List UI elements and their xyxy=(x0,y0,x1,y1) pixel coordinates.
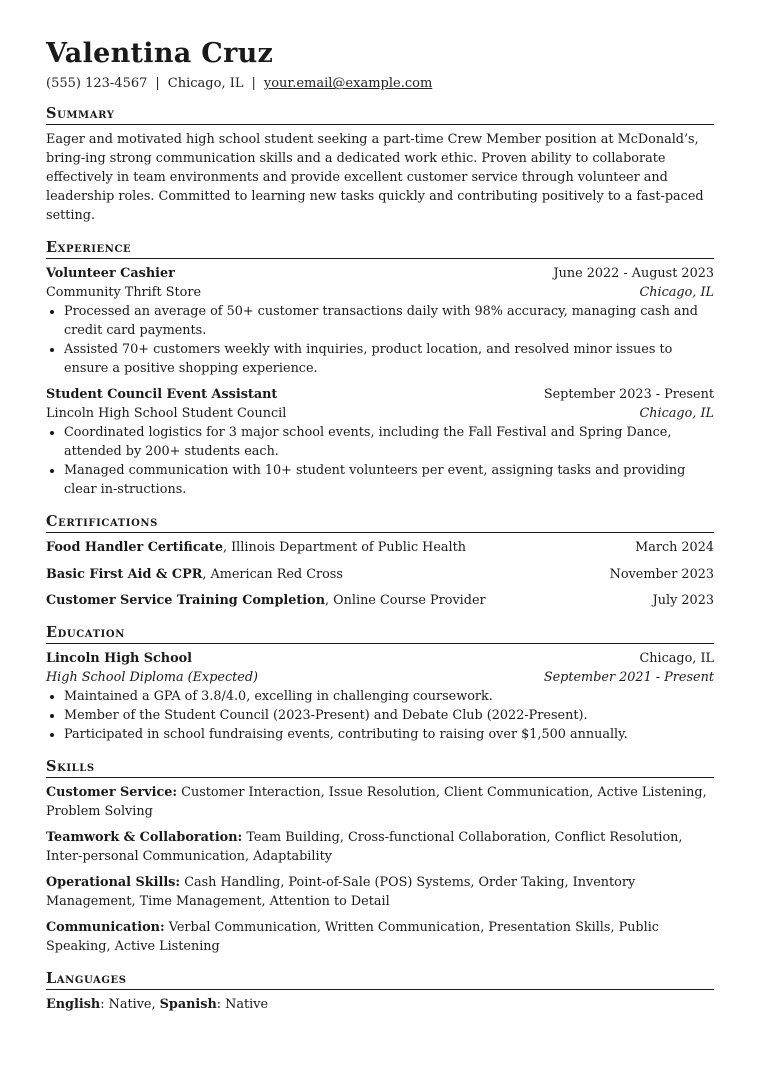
candidate-name: Valentina Cruz xyxy=(46,38,274,69)
email-link[interactable]: your.email@example.com xyxy=(263,76,433,92)
certification-issuer: , Illinois Department of Public Health xyxy=(222,540,467,556)
experience-section xyxy=(46,239,714,499)
skill-label: Customer Service: xyxy=(46,785,178,801)
certification-name: Food Handler Certificate xyxy=(46,540,223,556)
language-name: English xyxy=(46,997,101,1013)
skill-line xyxy=(46,828,714,866)
skill-text: Cash Handling, Point-of-Sale (POS) Systems, Order Taking, Inventory Management, Time Management, Attention to Detail xyxy=(46,875,636,910)
education-dates: September 2021 - Present xyxy=(543,670,714,686)
skill-line xyxy=(46,783,714,821)
education-bullets xyxy=(46,687,714,744)
certification-date: July 2023 xyxy=(652,593,714,609)
job-entry xyxy=(46,264,714,378)
certification-name: Customer Service Training Completion xyxy=(46,593,326,609)
skill-label: Teamwork & Collaboration: xyxy=(46,830,243,846)
skill-text: Team Building, Cross-functional Collaboration, Conflict Resolution, Inter-personal Communication, Adaptability xyxy=(46,830,683,865)
skill-label: Operational Skills: xyxy=(46,875,181,891)
section-title: Education xyxy=(46,624,714,644)
certification-date: March 2024 xyxy=(635,540,714,556)
list-item: • Processed an average of 50+ customer transactions daily with 98% accuracy, managing cash and credit card payments. xyxy=(64,302,714,340)
separator: | xyxy=(155,76,160,92)
skill-line xyxy=(46,873,714,911)
certifications-section xyxy=(46,513,714,610)
school-location: Chicago, IL xyxy=(639,651,714,667)
job-bullets xyxy=(46,423,714,499)
languages-section xyxy=(46,970,714,1014)
job-dates: September 2023 - Present xyxy=(543,387,714,403)
summary-section xyxy=(46,105,714,225)
location: Chicago, IL xyxy=(167,76,244,92)
skill-line xyxy=(46,918,714,956)
job-org: Community Thrift Store xyxy=(46,285,202,301)
job-location: Chicago, IL xyxy=(639,406,714,422)
school-name: Lincoln High School xyxy=(46,651,193,667)
section-title: Certifications xyxy=(46,513,714,533)
certification-name: Basic First Aid & CPR xyxy=(46,566,203,582)
language-name: Spanish xyxy=(159,997,217,1013)
certification-row xyxy=(46,538,714,557)
certification-row xyxy=(46,565,714,584)
section-title: Summary xyxy=(46,105,714,125)
certification-issuer: , American Red Cross xyxy=(202,566,343,582)
job-dates: June 2022 - August 2023 xyxy=(553,266,714,282)
job-role: Volunteer Cashier xyxy=(46,266,175,282)
skill-text: Verbal Communication, Written Communication, Presentation Skills, Public Speaking, Active Listening xyxy=(46,920,659,955)
list-item: • Maintained a GPA of 3.8/4.0, excelling in challenging coursework. xyxy=(64,687,714,706)
summary-text: Eager and motivated high school student seeking a part-time Crew Member position at McDonald’s, bring-ing strong communication skills and a dedicated work ethic. Proven ability to collaborate effectively in team environments and provide excellent customer service through volunteer and leadership roles. Committed to learning new tasks quickly and contributing positively to a fast-paced setting. xyxy=(46,132,704,224)
section-title: Experience xyxy=(46,239,714,259)
education-section xyxy=(46,624,714,744)
job-entry xyxy=(46,385,714,499)
job-location: Chicago, IL xyxy=(639,285,714,301)
list-item: • Managed communication with 10+ student volunteers per event, assigning tasks and providing clear in-structions. xyxy=(64,461,714,499)
list-item: • Coordinated logistics for 3 major school events, including the Fall Festival and Spring Dance, attended by 200+ students each. xyxy=(64,423,714,461)
language-level: : Native, xyxy=(100,997,160,1013)
section-title: Languages xyxy=(46,970,714,990)
language-level: : Native xyxy=(216,997,269,1013)
job-org: Lincoln High School Student Council xyxy=(46,406,287,422)
certification-row xyxy=(46,591,714,610)
phone-number: (555) 123-4567 xyxy=(46,76,148,92)
list-item: • Member of the Student Council (2023-Present) and Debate Club (2022-Present). xyxy=(64,706,714,725)
skill-label: Communication: xyxy=(46,920,165,936)
certification-date: November 2023 xyxy=(609,566,714,582)
job-bullets xyxy=(46,302,714,378)
list-item: • Assisted 70+ customers weekly with inquiries, product location, and resolved minor issues to ensure a positive shopping experience. xyxy=(64,340,714,378)
skills-section xyxy=(46,758,714,956)
certification-issuer: , Online Course Provider xyxy=(325,593,486,609)
list-item: • Participated in school fundraising events, contributing to raising over $1,500 annually. xyxy=(64,725,714,744)
languages-line xyxy=(46,995,714,1014)
job-role: Student Council Event Assistant xyxy=(46,387,278,403)
contact-line xyxy=(46,76,714,91)
degree: High School Diploma (Expected) xyxy=(46,670,259,686)
skill-text: Customer Interaction, Issue Resolution, Client Communication, Active Listening, Problem Solving xyxy=(46,785,707,820)
section-title: Skills xyxy=(46,758,714,778)
separator: | xyxy=(251,76,256,92)
